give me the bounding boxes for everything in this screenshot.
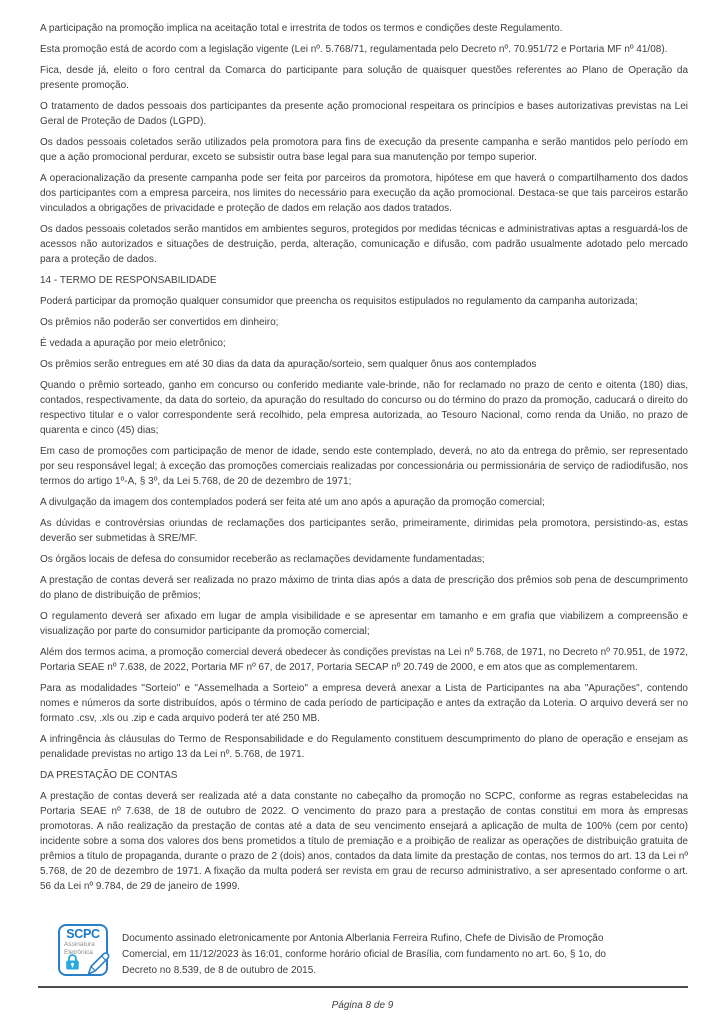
paragraph: Os dados pessoais coletados serão utilizados pela promotora para fins de execução da presente campanha e serão mantidos pelo período em que a ação promocional perdurar, exceto se subsistir outra base legal para sua manutenção por tempo superior. [40,137,688,163]
scpc-signature-stamp [58,924,108,976]
clause: Os prêmios serão entregues em até 30 dias da data da apuração/sorteio, sem qualquer ônus aos contemplados [40,359,537,370]
clause: A prestação de contas deverá ser realizada no prazo máximo de trinta dias após a data de prescrição dos prêmios sob pena de descumprimento do plano de distribuição de prêmios; [40,575,688,601]
lock-icon [65,953,80,970]
signature-text: Documento assinado eletronicamente por Antonia Alberlania Ferreira Rufino, Chefe de Divisão de Promoção Comercial, em 11/12/2023 às 16:01, conforme horário oficial de Brasília, com fundamento no art. 6o, § 1o, do Decreto no 8.539, de 8 de outubro de 2015. [122,933,606,976]
clause: Em caso de promoções com participação de menor de idade, sendo este contemplado, deverá, no ato da entrega do prêmio, ser representado por seu responsável legal; à exceção das promoções comerciais realizadas por concessionária ou permissionária de serviço de radiodifusão, nos termos do artigo 1º-A, § 3º, da Lei 5.768, de 20 de dezembro de 1971; [40,446,688,487]
paragraph: A prestação de contas deverá ser realizada até a data constante no cabeçalho da promoção no SCPC, conforme as regras estabelecidas na Portaria SEAE nº 7.638, de 18 de outubro de 2022. O vencimento do prazo para a prestação de contas constitui em mora às empresas promotoras. A não realização da prestação de contas até a data de seu vencimento ensejará a aplicação de multa de 100% (cem por cento) incidente sobre a soma dos valores dos bens prometidos a título de premiação e a proibição de realizar as operações de distribuição gratuita de prêmios a título de propaganda, durante o prazo de 2 (dois) anos, contados da data limite da prestação de contas, nos termos do art. 13 da Lei nº 5.768, de 20 de dezembro de 1971. A fixação da multa poderá ser revista em grau de recurso administrativo, a ser apresentado conforme o art. 56 da Lei nº 9.784, de 29 de janeiro de 1999. [40,791,688,892]
stamp-subtitle-line1: Assinatura [64,941,95,948]
clause: As dúvidas e controvérsias oriundas de reclamações dos participantes serão, primeiramente, dirimidas pela promotora, persistindo-as, estas deverão ser submetidas à SRE/MF. [40,518,688,544]
paragraph: A participação na promoção implica na aceitação total e irrestrita de todos os termos e condições deste Regulamento. [40,23,563,34]
stamp-subtitle-line2: Eletrônica [64,948,93,956]
section-heading-prestacao-contas: DA PRESTAÇÃO DE CONTAS [40,770,178,781]
clause: Os prêmios não poderão ser convertidos em dinheiro; [40,317,279,328]
clause: Os órgãos locais de defesa do consumidor receberão as reclamações devidamente fundamentadas; [40,554,485,565]
clause: Além dos termos acima, a promoção comercial deverá obedecer às condições previstas na Lei nº 5.768, de 1971, no Decreto nº 70.951, de 1972, Portaria SEAE nº 7.638, de 2022, Portaria MF nº 67, de 2017, Portaria SECAP nº 20.749 de 2000, e em atos que as complementarem. [40,647,688,673]
clause: Quando o prêmio sorteado, ganho em concurso ou conferido mediante vale-brinde, não for reclamado no prazo de cento e oitenta (180) dias, contados, respectivamente, da data do sorteio, da apuração do resultado do concurso ou do término do prazo da promoção, caducará o direito do respectivo titular e o valor correspondente será recolhido, pela empresa autorizada, ao Tesouro Nacional, como renda da União, no prazo de quarenta e cinco (45) dias; [40,380,688,436]
pencil-icon [85,950,112,977]
paragraph: Os dados pessoais coletados serão mantidos em ambientes seguros, protegidos por medidas técnicas e administrativas aptas a resguardá-los de acessos não autorizados e situações de destruição, perda, alteração, comunicação e difusão, com padrão usualmente adotado pelo mercado para a proteção de dados. [40,224,688,265]
clause: Poderá participar da promoção qualquer consumidor que preencha os requisitos estipulados no regulamento da campanha autorizada; [40,296,638,307]
paragraph: A operacionalização da presente campanha pode ser feita por parceiros da promotora, hipótese em que haverá o compartilhamento dos dados dos participantes com a empresa parceira, nos limites do necessário para execução da ação promocional. Destaca-se que tais parceiros estarão vinculados a obrigações de privacidade e proteção de dados em relação aos dados tratados. [40,173,688,214]
scpc-logo-text: SCPC [66,927,100,941]
clause: O regulamento deverá ser afixado em lugar de ampla visibilidade e se apresentar em tamanho e em grafia que viabilizem a compreensão e visualização por parte do consumidor participante da promoção comercial; [40,611,688,637]
clause: É vedada a apuração por meio eletrônico; [40,338,226,349]
electronic-signature-block [58,924,685,979]
document-body [40,21,688,900]
clause: Para as modalidades "Sorteio" e "Assemelhada a Sorteio" a empresa deverá anexar a Lista de Participantes na aba "Apurações", contendo nomes e números da sorte distribuídos, após o término de cada período de participação e antes da extração da Loteria. O arquivo deverá ser no formato .csv, .xls ou .zip e cada arquivo poderá ter até 250 MB. [40,683,688,724]
clause: A infringência às cláusulas do Termo de Responsabilidade e do Regulamento constituem descumprimento do plano de operação e ensejam as penalidade previstas no artigo 13 da Lei nº. 5.768, de 1971. [40,734,688,760]
paragraph: Esta promoção está de acordo com a legislação vigente (Lei nº. 5.768/71, regulamentada pelo Decreto nº. 70.951/72 e Portaria MF nº 41/08). [40,44,668,55]
clause: A divulgação da imagem dos contemplados poderá ser feita até um ano após a apuração da promoção comercial; [40,497,545,508]
paragraph: Fica, desde já, eleito o foro central da Comarca do participante para solução de quaisquer questões referentes ao Plano de Operação da presente promoção. [40,65,688,91]
section-heading-termo-responsabilidade: 14 - TERMO DE RESPONSABILIDADE [40,275,217,286]
paragraph: O tratamento de dados pessoais dos participantes da presente ação promocional respeitara os princípios e bases autorizativas previstas na Lei Geral de Proteção de Dados (LGPD). [40,101,688,127]
page-number: Página 8 de 9 [331,1000,394,1011]
footer-divider [38,986,688,988]
